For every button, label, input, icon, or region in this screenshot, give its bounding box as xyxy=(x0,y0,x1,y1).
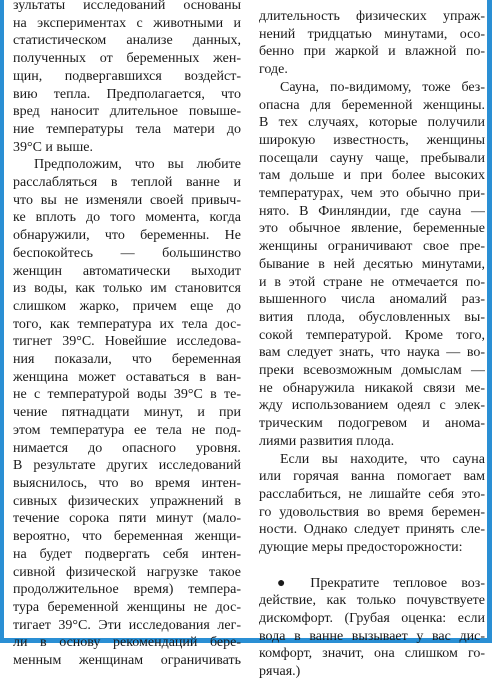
text-line: температурах, чем это обычно при- xyxy=(259,186,485,202)
text-line: что вы не изменяли своей привыч- xyxy=(13,192,241,208)
text-line: слишком жарко, причем еще до xyxy=(13,298,241,314)
text-line: ке вплоть до того момента, когда xyxy=(13,210,241,226)
text-line: вода в ванне вызывает у вас дис- xyxy=(259,628,485,644)
text-line: жду использованием одеял с элек- xyxy=(259,398,485,414)
text-line: широкую известность, женщины xyxy=(259,132,485,148)
text-line: сокой температурой. Кроме того, xyxy=(259,327,485,343)
text-line: ния показали, что беременная xyxy=(13,352,241,368)
text-line: течение сорока пяти минут (мало- xyxy=(13,511,241,527)
text-line: ● Прекратите тепловое воз- xyxy=(277,575,485,591)
text-line: дующие меры предосторожности: xyxy=(259,540,463,556)
left-column xyxy=(13,0,241,670)
text-line: вред наносит длительное повыше- xyxy=(13,104,241,120)
text-line: рячая.) xyxy=(259,664,301,680)
text-line: В тех случаях, которые получили xyxy=(259,115,485,131)
text-line: тигает 39°С. Эти исследования лег- xyxy=(13,617,241,633)
text-line: вам следует знать, что наука — во- xyxy=(259,345,485,361)
text-line: В результате других исследований xyxy=(13,458,241,474)
text-line: нений тридцатью минутами, осо- xyxy=(259,26,485,42)
text-line: Сауна, по-видимому, тоже без- xyxy=(280,79,485,95)
text-line: вышенного числа аномалий раз- xyxy=(259,292,485,308)
text-line: женщины ограничивают свое пре- xyxy=(259,239,485,255)
text-line: обнаружили, что беременны. Не xyxy=(13,228,241,244)
text-line: сивной физической нагрузке такое xyxy=(13,564,241,580)
text-line: вития плода, обусловленных вы- xyxy=(259,309,485,325)
text-line: лиями развития плода. xyxy=(259,433,395,449)
text-line: выяснилось, что во время интен- xyxy=(13,475,241,491)
text-line: женщин автоматически выходит xyxy=(13,263,241,279)
text-line: сивных физических упражнений в xyxy=(13,493,241,509)
text-line xyxy=(259,557,485,575)
text-line: Предположим, что вы любите xyxy=(34,157,241,173)
text-line: нято. В Финляндии, где сауна — xyxy=(259,203,485,219)
text-line: продолжительное время) темпера- xyxy=(13,582,241,598)
text-line: вероятно, что беременная женщи- xyxy=(13,529,241,545)
text-line: действие, как только почувствуете xyxy=(259,593,485,609)
text-line: расслабляться в теплой ванне и xyxy=(13,175,241,191)
text-line: опасна для беременной женщины. xyxy=(259,97,485,113)
text-line: чение пятнадцати минут, и при xyxy=(13,405,241,421)
text-line: расслабиться, не лишайте себя это- xyxy=(259,486,485,502)
text-line: или горячая ванна помогает вам xyxy=(259,469,485,485)
text-line: тура беременной женщины не дос- xyxy=(13,599,241,615)
text-line: ности. Однако следует принять сле- xyxy=(259,522,485,538)
text-line: тигнет 39°С. Новейшие исследова- xyxy=(13,334,241,350)
text-line: бенно при жаркой и влажной по- xyxy=(259,44,485,60)
text-line: комфорт, значит, она слишком го- xyxy=(259,646,485,662)
text-line: зультаты исследований основаны xyxy=(13,0,241,13)
text-line: длительность физических упраж- xyxy=(259,9,485,24)
text-line: нимается до опасного уровня. xyxy=(13,440,241,456)
text-line: того, как температура их тела дос- xyxy=(13,316,241,332)
text-line: там дольше и при более высоких xyxy=(259,168,485,184)
text-line: ли в основу рекомендаций бере- xyxy=(13,635,241,651)
text-line: полученных от беременных жен- xyxy=(13,51,241,67)
text-line: из воды, как только им становится xyxy=(13,281,241,297)
text-line: менным женщинам ограничивать xyxy=(13,653,241,669)
text-line: дискомфорт. (Грубая оценка: если xyxy=(259,610,485,626)
text-line: преки всевозможным домыслам — xyxy=(259,363,485,379)
text-line: посещали сауну чаще, пребывали xyxy=(259,150,485,166)
text-line: женщина может оставаться в ван- xyxy=(13,369,241,385)
text-line: вию тепла. Предполагается, что xyxy=(13,86,241,102)
right-column xyxy=(259,8,485,681)
text-line: бывание в ней десятью минутами, xyxy=(259,256,485,272)
text-line: на будет подвергать себя интен- xyxy=(13,546,241,562)
text-line: на экспериментах с животными и xyxy=(13,15,241,31)
text-line: этом температура ее тела не под- xyxy=(13,422,241,438)
text-line: трическим подогревом и анома- xyxy=(259,416,485,432)
text-line: не обнаружила никакой связи ме- xyxy=(259,380,485,396)
text-line: и в этой стране не отмечается по- xyxy=(259,274,485,290)
text-line: это обычное явление, беременные xyxy=(259,221,485,237)
text-line: не с температурой воды 39°С в те- xyxy=(13,387,241,403)
text-line: Если вы находите, что сауна xyxy=(280,451,485,467)
text-line: годе. xyxy=(259,62,288,78)
text-line: статистическом анализе данных, xyxy=(13,33,241,49)
text-line: беспокойтесь — большинство xyxy=(13,245,241,261)
text-line: го удовольствия во время беремен- xyxy=(259,504,485,520)
text-line: щин, подвергавшихся воздейст- xyxy=(13,68,241,84)
text-line: 39°С и выше. xyxy=(13,139,93,155)
text-line: ние температуры тела матери до xyxy=(13,121,241,137)
